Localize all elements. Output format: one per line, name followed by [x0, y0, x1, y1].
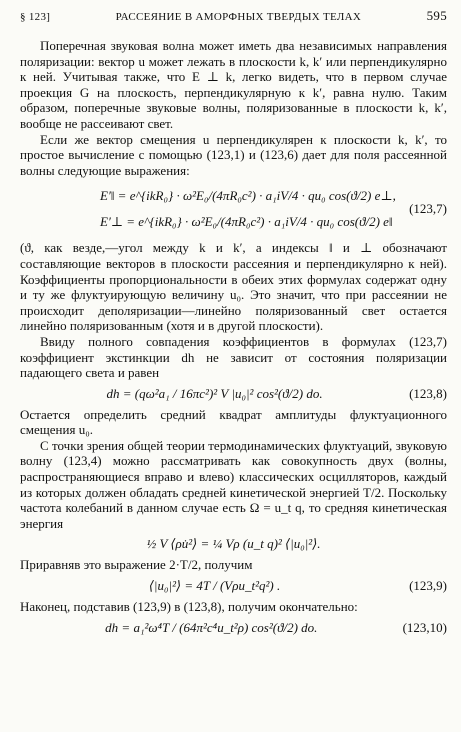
paragraph-equate: Приравняв это выражение 2·T/2, получим [20, 557, 253, 573]
equation-123-10 [20, 620, 447, 636]
running-title: РАССЕЯНИЕ В АМОРФНЫХ ТВЕРДЫХ ТЕЛАХ [115, 11, 362, 23]
equation-body: ⟨|u₀|²⟩ = 4T / (Vρu_t²q²) . [148, 578, 281, 594]
paragraph-polarization: Поперечная звуковая волна может иметь два независимых направления поляризации: вектор u может лежать в плоскости k, k′ или перпендикулярно к ней. Учитывая также, что E ⊥ k, легко видеть, что в первом случае проекция G на плоскость, перпендикулярную к k′, равна нулю. Таким образом, поперечные звуковые волны, поляризованные в плоскости k, k′, вообще не рассеивают свет. [20, 38, 447, 131]
equation-body: dh = a₁²ω⁴T / (64π²c⁴u_t²ρ) cos²(ϑ/2) do. [105, 619, 318, 635]
paragraph-fluctuations: С точки зрения общей теории термодинамических флуктуаций, звуковую волну (123,4) можно рассматривать как совокупность двух (волны, распространяющиеся вправо и влево) классических осцилляторов, каждый из которых должен обладать средней кинетической энергией T/2. Поскольку частота колебаний в данном случае есть Ω = u_t q, то средняя кинетическая энергия [20, 437, 447, 531]
section-marker: § 123] [20, 11, 51, 23]
paragraph-depolarization: (ϑ, как везде,—угол между k и k′, а индексы ‖ и ⊥ обозначают составляющие векторов в плоскости рассеяния и перпендикулярно к ней). Коэффициенты пропорциональности в обеих этих формулах содержат одну и ту же флуктуирующую величину u₀. Это значит, что при рассеянии не происходит деполяризации—линейно поляризованный свет остается линейно поляризованным (хотя и в другой плоскости). [20, 240, 447, 334]
equation-line-perpendicular: E′⊥ = e^{ikR₀} · ω²E₀/(4πR₀c²) · a₁iV/4 · qu₀ cos(ϑ/2) e‖ [100, 214, 393, 230]
equation-number: (123,8) [409, 385, 447, 401]
paragraph-final: Наконец, подставив (123,9) в (123,8), получим окончательно: [20, 599, 358, 615]
equation-number: (123,7) [409, 201, 447, 217]
equation-number: (123,9) [409, 578, 447, 594]
equation-123-7 [20, 183, 447, 235]
equation-number: (123,10) [402, 619, 447, 635]
paragraph-perpendicular: Если же вектор смещения u перпендикулярен к плоскости k, k′, то простое вычисление с помощью (123,1) и (123,6) дает для поля рассеянной волны следующие выражения: [20, 131, 447, 178]
equation-body: ½ V ⟨ρu̇²⟩ = ¼ Vρ (u_t q)² ⟨|u₀|²⟩. [146, 536, 321, 552]
equation-123-9 [20, 578, 447, 594]
equation-kinetic-energy [20, 536, 447, 552]
equation-body: dh = (qω²a₁ / 16πc²)² V |u₀|² cos²(ϑ/2) do. [106, 385, 323, 401]
paragraph-mean-square: Остается определить средний квадрат амплитуды флуктуационного смещения u₀. [20, 406, 447, 438]
running-header [20, 8, 447, 24]
paragraph-extinction: Ввиду полного совпадения коэффициентов в формулах (123,7) коэффициент экстинкции dh не зависит от состояния поляризации падающего света и равен [20, 333, 447, 381]
equation-123-8 [20, 386, 447, 402]
equation-line-parallel: E′‖ = e^{ikR₀} · ω²E₀/(4πR₀c²) · a₁iV/4 · qu₀ cos(ϑ/2) e⊥, [100, 188, 396, 204]
page-number: 595 [426, 8, 447, 23]
